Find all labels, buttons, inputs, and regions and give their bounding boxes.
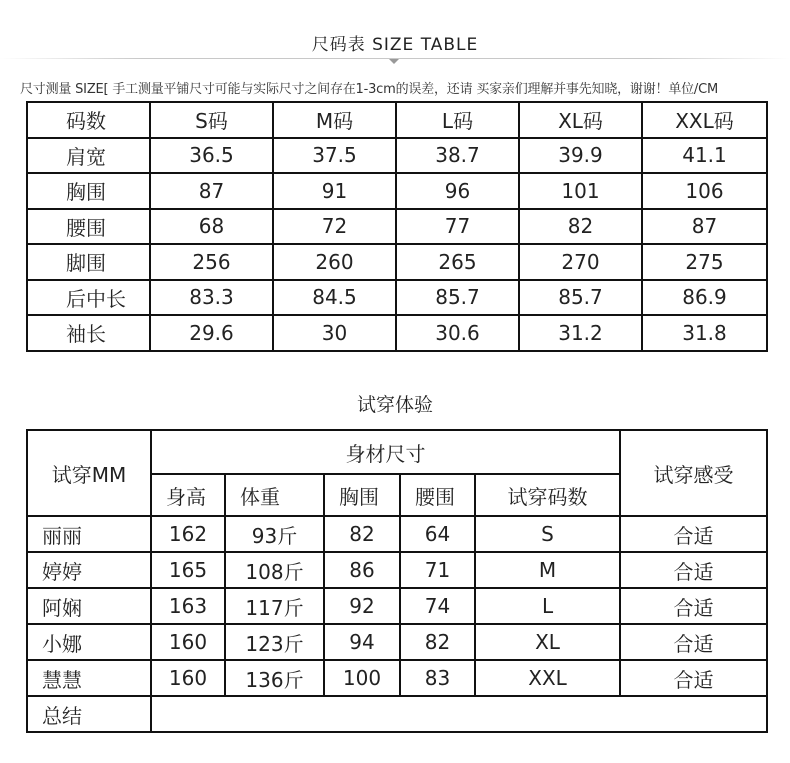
feel-cell: 合适 [620,624,767,660]
size-cell: 87 [642,209,767,245]
size-header-cell: XXL码 [642,102,767,138]
waist-cell: 71 [400,552,475,588]
trial-title: 试穿体验 [356,394,433,416]
table-row [27,173,767,209]
chest-cell: 100 [324,660,400,696]
size-cell: 38.7 [396,138,519,174]
waist-cell: 64 [400,516,475,552]
size-cell: 91 [273,173,396,209]
size-cell: 84.5 [273,280,396,316]
size-cell: 87 [150,173,273,209]
size-header-cell: L码 [396,102,519,138]
size-cell: XL [475,624,620,660]
size-cell: 85.7 [396,280,519,316]
feel-cell: 合适 [620,552,767,588]
size-cell: 72 [273,209,396,245]
page-title: 尺码表 SIZE TABLE [311,35,479,55]
body-size-header: 身材尺寸 [151,430,620,474]
size-cell: 31.8 [642,315,767,351]
feel-cell: 合适 [620,660,767,696]
table-row [27,624,767,660]
caret-down-icon [389,59,399,64]
table-row [27,516,767,552]
trial-table [26,429,768,733]
size-cell: 270 [519,244,642,280]
size-cell: 106 [642,173,767,209]
model-name: 婷婷 [27,552,151,588]
size-header-cell: 码数 [27,102,150,138]
size-cell: 101 [519,173,642,209]
feel-header: 试穿感受 [620,430,767,516]
size-cell: M [475,552,620,588]
size-cell: 30.6 [396,315,519,351]
height-cell: 160 [151,624,225,660]
waist-cell: 74 [400,588,475,624]
size-cell: 39.9 [519,138,642,174]
height-cell: 162 [151,516,225,552]
table-row [27,588,767,624]
size-table-header-row [27,102,767,138]
table-row [27,138,767,174]
chest-cell: 82 [324,516,400,552]
size-cell: 31.2 [519,315,642,351]
weight-cell: 117斤 [225,588,324,624]
measure-label: 后中长 [27,280,150,316]
model-name: 小娜 [27,624,151,660]
chest-cell: 86 [324,552,400,588]
size-cell: 265 [396,244,519,280]
model-name: 阿娴 [27,588,151,624]
size-header-cell: XL码 [519,102,642,138]
waist-cell: 83 [400,660,475,696]
feel-cell: 合适 [620,516,767,552]
size-header-cell: M码 [273,102,396,138]
measure-label: 肩宽 [27,138,150,174]
weight-cell: 136斤 [225,660,324,696]
size-header-cell: S码 [150,102,273,138]
measure-label: 脚围 [27,244,150,280]
size-cell: 30 [273,315,396,351]
size-cell: 77 [396,209,519,245]
size-cell: S [475,516,620,552]
size-cell: L [475,588,620,624]
model-name: 丽丽 [27,516,151,552]
feel-cell: 合适 [620,588,767,624]
table-row [27,552,767,588]
size-cell: 83.3 [150,280,273,316]
size-cell: 86.9 [642,280,767,316]
trial-header-row [27,430,767,474]
weight-cell: 108斤 [225,552,324,588]
size-cell: 37.5 [273,138,396,174]
chest-cell: 92 [324,588,400,624]
size-cell: 85.7 [519,280,642,316]
model-header: 试穿MM [27,430,151,516]
subheader-cell: 体重 [225,474,324,516]
subheader-cell: 胸围 [324,474,400,516]
size-cell: 68 [150,209,273,245]
size-cell: 260 [273,244,396,280]
size-cell: XXL [475,660,620,696]
weight-cell: 93斤 [225,516,324,552]
waist-cell: 82 [400,624,475,660]
measure-label: 胸围 [27,173,150,209]
size-cell: 275 [642,244,767,280]
model-name: 慧慧 [27,660,151,696]
measurement-note: 尺寸测量 SIZE[ 手工测量平铺尺寸可能与实际尺寸之间存在1-3cm的误差，还请 买家亲们理解并事先知晓，谢谢！单位/CM [20,82,718,97]
table-row [27,209,767,245]
subheader-cell: 腰围 [400,474,475,516]
table-row [27,660,767,696]
measure-label: 袖长 [27,315,150,351]
table-row [27,244,767,280]
chest-cell: 94 [324,624,400,660]
size-cell: 256 [150,244,273,280]
size-cell: 36.5 [150,138,273,174]
height-cell: 163 [151,588,225,624]
subheader-cell: 身高 [151,474,225,516]
table-row [27,280,767,316]
measure-label: 腰围 [27,209,150,245]
subheader-cell: 试穿码数 [475,474,620,516]
size-table [26,101,768,352]
size-cell: 96 [396,173,519,209]
summary-text [151,696,767,732]
summary-row [27,696,767,732]
height-cell: 165 [151,552,225,588]
weight-cell: 123斤 [225,624,324,660]
height-cell: 160 [151,660,225,696]
size-cell: 82 [519,209,642,245]
size-cell: 29.6 [150,315,273,351]
size-cell: 41.1 [642,138,767,174]
summary-label: 总结 [27,696,151,732]
table-row [27,315,767,351]
